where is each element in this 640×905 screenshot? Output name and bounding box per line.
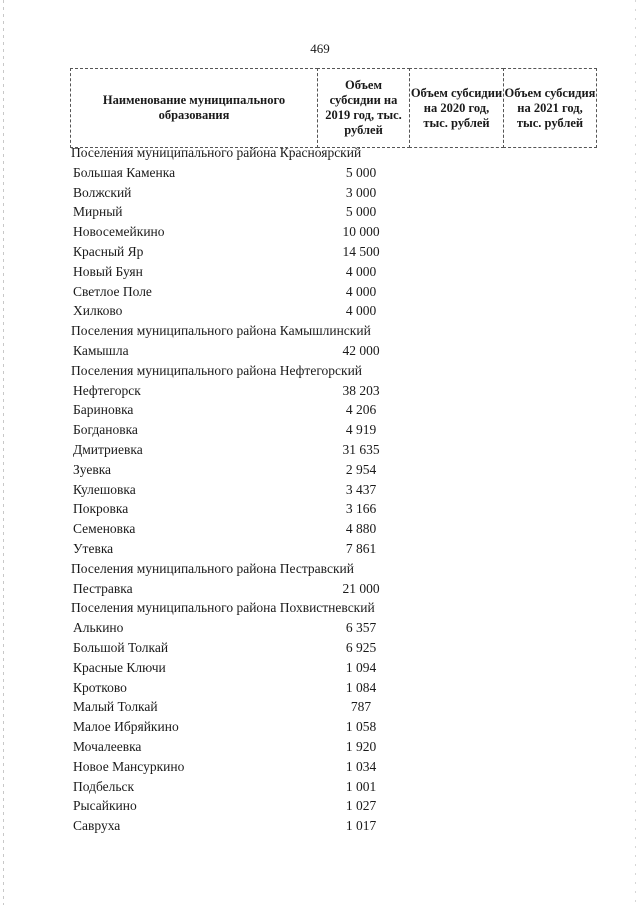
table-row <box>0 579 640 599</box>
table-row <box>0 242 640 262</box>
settlement-name: Новосемейкино <box>73 224 165 240</box>
settlement-name: Мочалеевка <box>73 738 142 754</box>
subsidy-2019-value: 3 437 <box>345 481 377 497</box>
subsidy-2019-value: 4 880 <box>345 521 377 537</box>
settlement-name: Богдановка <box>73 422 138 438</box>
district-group-name: Поселения муниципального района Похвистневский <box>71 600 375 616</box>
settlement-name: Волжский <box>73 184 132 200</box>
table-row <box>0 301 640 321</box>
subsidy-2019-value: 3 166 <box>345 501 377 517</box>
header-name-column: Наименование муниципального образования <box>70 68 318 148</box>
table-row <box>0 618 640 638</box>
settlement-name: Малое Ибряйкино <box>73 719 179 735</box>
district-group-name: Поселения муниципального района Красноярский <box>71 145 362 160</box>
settlement-name: Зуевка <box>73 461 112 477</box>
subsidy-2019-value: 4 000 <box>345 263 377 279</box>
district-group-name: Поселения муниципального района Камышлинский <box>71 323 371 339</box>
table-row <box>0 222 640 242</box>
subsidy-2019-value: 38 203 <box>342 382 380 398</box>
district-group-row <box>0 321 640 341</box>
page-number: 469 <box>310 41 330 56</box>
table-row <box>0 420 640 440</box>
settlement-name: Новый Буян <box>73 263 143 279</box>
settlement-name: Бариновка <box>73 402 134 418</box>
table-row <box>0 282 640 302</box>
table-row <box>0 678 640 698</box>
district-group-row <box>0 559 640 579</box>
settlement-name: Нефтегорск <box>73 382 141 398</box>
subsidy-2019-value: 5 000 <box>345 164 377 180</box>
subsidy-2019-value: 10 000 <box>342 224 380 240</box>
subsidy-2019-value: 4 206 <box>345 402 377 418</box>
header-2020-column: Объем субсидии на 2020 год, тыс. рублей <box>409 68 504 148</box>
subsidy-2019-value: 2 954 <box>345 461 377 477</box>
subsidy-2019-value: 14 500 <box>342 243 380 259</box>
header-2019-column: Объем субсидии на 2019 год, тыс. рублей <box>317 68 410 148</box>
table-row <box>0 440 640 460</box>
subsidy-2019-value: 1 094 <box>345 659 377 675</box>
district-group-row <box>0 598 640 618</box>
table-row <box>0 163 640 183</box>
subsidy-2019-value: 1 084 <box>345 679 377 695</box>
table-row <box>0 658 640 678</box>
table-row <box>0 737 640 757</box>
subsidy-2019-value: 4 000 <box>345 303 377 319</box>
table-row <box>0 183 640 203</box>
settlement-name: Покровка <box>73 501 129 517</box>
subsidy-2019-value: 6 925 <box>345 639 377 655</box>
settlement-name: Большой Толкай <box>73 639 169 655</box>
table-row <box>0 638 640 658</box>
table-row <box>0 796 640 816</box>
table-row <box>0 202 640 222</box>
district-group-row <box>0 143 640 163</box>
settlement-name: Малый Толкай <box>73 699 158 715</box>
table-row <box>0 381 640 401</box>
table-row <box>0 539 640 559</box>
district-group-row <box>0 361 640 381</box>
district-group-name: Поселения муниципального района Пестравский <box>71 560 354 576</box>
settlement-name: Утевка <box>73 540 114 556</box>
settlement-name: Кулешовка <box>73 481 136 497</box>
subsidy-2019-value: 787 <box>350 699 372 715</box>
subsidy-table-body <box>0 143 640 836</box>
table-row <box>0 697 640 717</box>
settlement-name: Мирный <box>73 204 123 220</box>
settlement-name: Кротково <box>73 679 127 695</box>
settlement-name: Красные Ключи <box>73 659 166 675</box>
settlement-name: Хилково <box>73 303 123 319</box>
subsidy-2019-value: 1 058 <box>345 719 377 735</box>
settlement-name: Алькино <box>73 620 124 636</box>
subsidy-2019-value: 3 000 <box>345 184 377 200</box>
table-row <box>0 480 640 500</box>
subsidy-2019-value: 42 000 <box>342 342 380 358</box>
settlement-name: Светлое Поле <box>73 283 152 299</box>
table-row <box>0 341 640 361</box>
settlement-name: Пестравка <box>73 580 133 596</box>
table-row <box>0 777 640 797</box>
subsidy-2019-value: 7 861 <box>345 540 377 556</box>
subsidy-2019-value: 21 000 <box>342 580 380 596</box>
table-row <box>0 262 640 282</box>
subsidy-2019-value: 1 027 <box>345 798 377 814</box>
settlement-name: Дмитриевка <box>73 441 143 457</box>
settlement-name: Красный Яр <box>73 243 144 259</box>
settlement-name: Рысайкино <box>73 798 137 814</box>
district-group-name: Поселения муниципального района Нефтегорский <box>71 362 363 378</box>
settlement-name: Новое Мансуркино <box>73 758 185 774</box>
table-row <box>0 717 640 737</box>
table-row <box>0 757 640 777</box>
subsidy-2019-value: 1 001 <box>345 778 377 794</box>
subsidy-2019-value: 4 919 <box>345 422 377 438</box>
subsidy-2019-value: 1 034 <box>345 758 377 774</box>
subsidy-2019-value: 4 000 <box>345 283 377 299</box>
settlement-name: Камышла <box>73 342 129 358</box>
settlement-name: Подбельск <box>73 778 135 794</box>
settlement-name: Савруха <box>73 818 121 834</box>
table-row <box>0 400 640 420</box>
subsidy-2019-value: 5 000 <box>345 204 377 220</box>
settlement-name: Семеновка <box>73 521 136 537</box>
subsidy-2019-value: 31 635 <box>342 441 380 457</box>
subsidy-2019-value: 1 017 <box>345 818 377 834</box>
table-row <box>0 816 640 836</box>
table-row <box>0 499 640 519</box>
subsidy-2019-value: 6 357 <box>345 620 377 636</box>
settlement-name: Большая Каменка <box>73 164 176 180</box>
table-row <box>0 460 640 480</box>
subsidy-2019-value: 1 920 <box>345 738 377 754</box>
header-2021-column: Объем субсидия на 2021 год, тыс. рублей <box>503 68 597 148</box>
table-row <box>0 519 640 539</box>
